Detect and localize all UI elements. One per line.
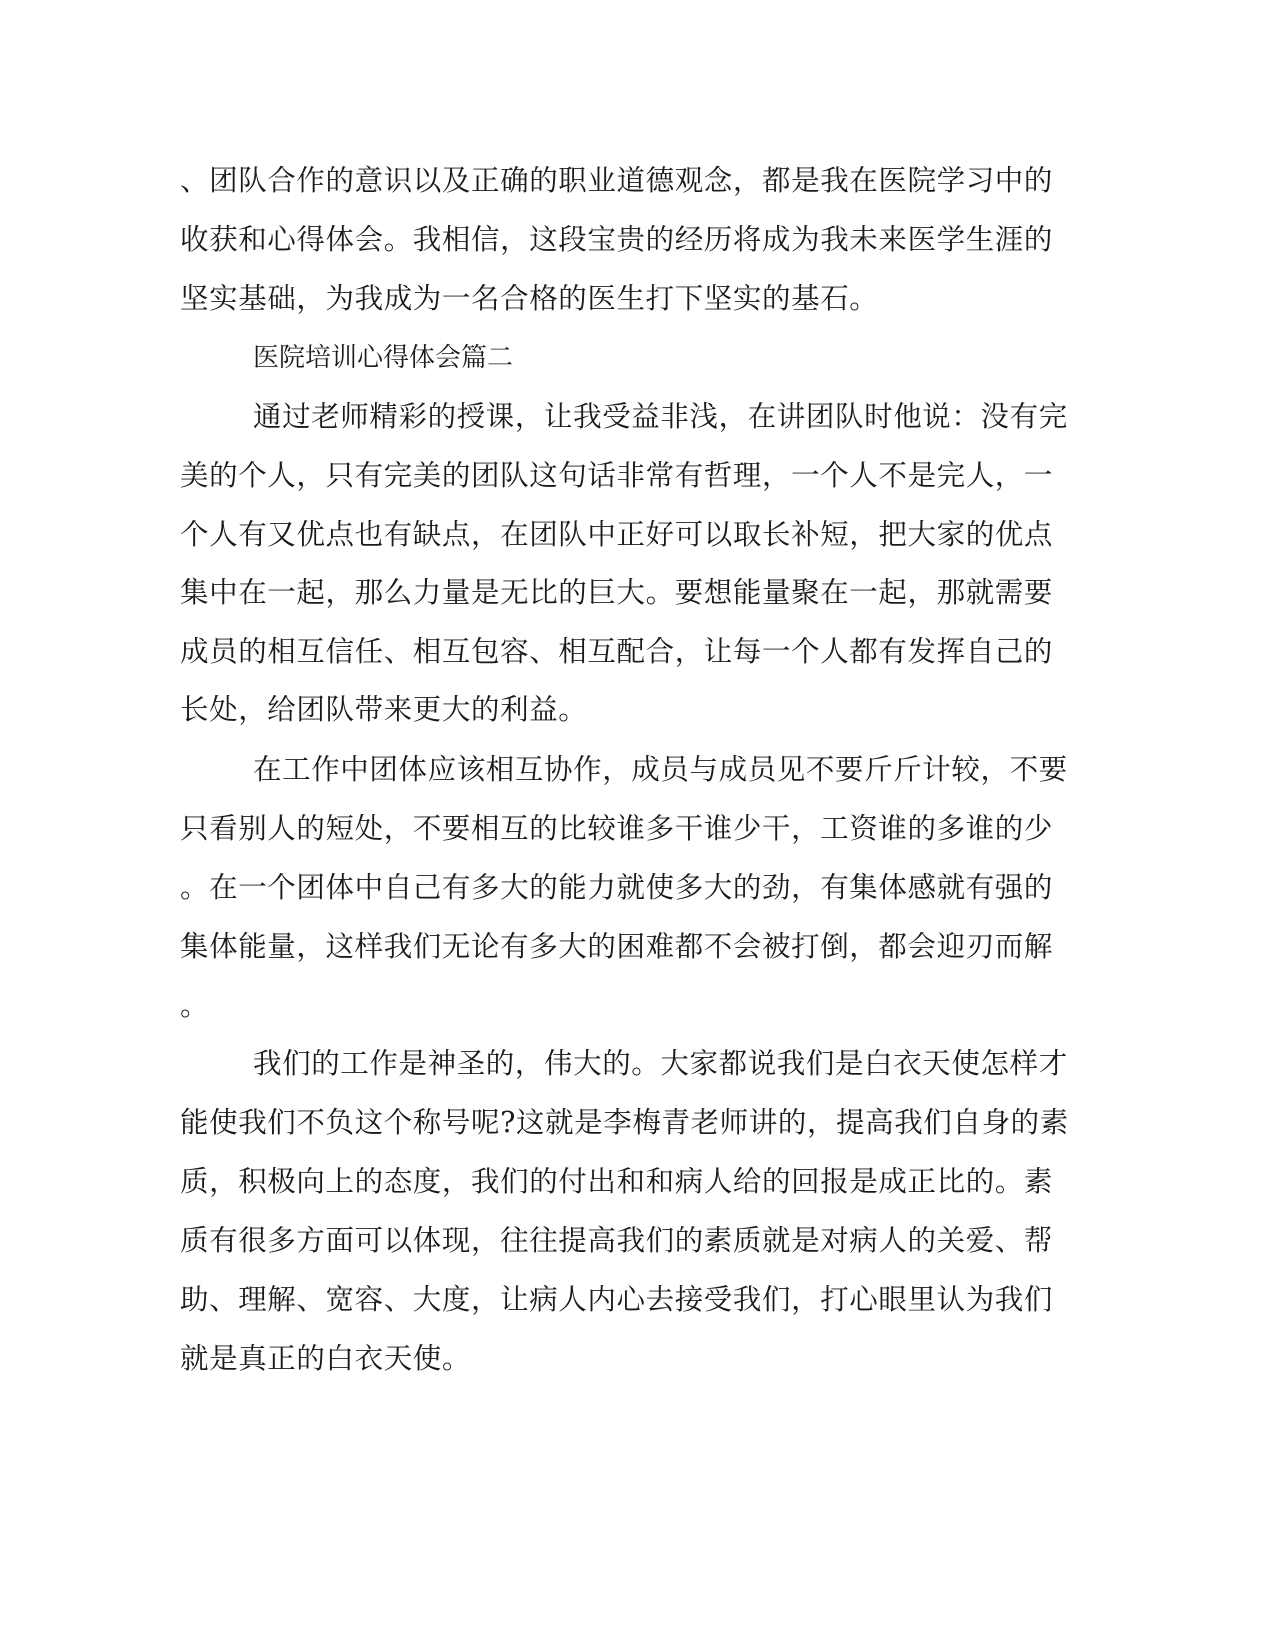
- paragraph-1-line-1: 、团队合作的意识以及正确的职业道德观念，都是我在医院学习中的: [180, 164, 1054, 197]
- paragraph-4-line-3: 质，积极向上的态度，我们的付出和和病人给的回报是成正比的。素: [180, 1165, 1054, 1198]
- paragraph-4-line-1: 我们的工作是神圣的，伟大的。大家都说我们是白衣天使怎样才: [253, 1047, 1068, 1080]
- paragraph-4-line-2: 能使我们不负这个称号呢?这就是李梅青老师讲的，提高我们自身的素: [180, 1106, 1069, 1139]
- paragraph-1-line-3: 坚实基础，为我成为一名合格的医生打下坚实的基石。: [180, 282, 879, 315]
- paragraph-3-line-5: 。: [180, 989, 210, 1022]
- paragraph-4-line-6: 就是真正的白衣天使。: [180, 1342, 472, 1375]
- paragraph-3-line-3: 。在一个团体中自己有多大的能力就使多大的劲，有集体感就有强的: [180, 871, 1054, 904]
- paragraph-3-line-1: 在工作中团体应该相互协作，成员与成员见不要斤斤计较，不要: [253, 753, 1068, 786]
- paragraph-2-line-2: 美的个人，只有完美的团队这句话非常有哲理，一个人不是完人，一: [180, 459, 1054, 492]
- paragraph-2-line-6: 长处，给团队带来更大的利益。: [180, 693, 588, 726]
- paragraph-2-line-5: 成员的相互信任、相互包容、相互配合，让每一个人都有发挥自己的: [180, 635, 1054, 668]
- paragraph-2-line-3: 个人有又优点也有缺点，在团队中正好可以取长补短，把大家的优点: [180, 518, 1054, 551]
- paragraph-1-line-2: 收获和心得体会。我相信，这段宝贵的经历将成为我未来医学生涯的: [180, 223, 1054, 256]
- section-heading: 医院培训心得体会篇二: [253, 343, 514, 373]
- paragraph-3-line-2: 只看别人的短处，不要相互的比较谁多干谁少干，工资谁的多谁的少: [180, 812, 1054, 845]
- paragraph-3-line-4: 集体能量，这样我们无论有多大的困难都不会被打倒，都会迎刃而解: [180, 930, 1054, 963]
- paragraph-4-line-4: 质有很多方面可以体现，往往提高我们的素质就是对病人的关爱、帮: [180, 1224, 1054, 1257]
- paragraph-4-line-5: 助、理解、宽容、大度，让病人内心去接受我们，打心眼里认为我们: [180, 1283, 1054, 1316]
- paragraph-2-line-1: 通过老师精彩的授课，让我受益非浅，在讲团队时他说：没有完: [253, 400, 1068, 433]
- paragraph-2-line-4: 集中在一起，那么力量是无比的巨大。要想能量聚在一起，那就需要: [180, 576, 1054, 609]
